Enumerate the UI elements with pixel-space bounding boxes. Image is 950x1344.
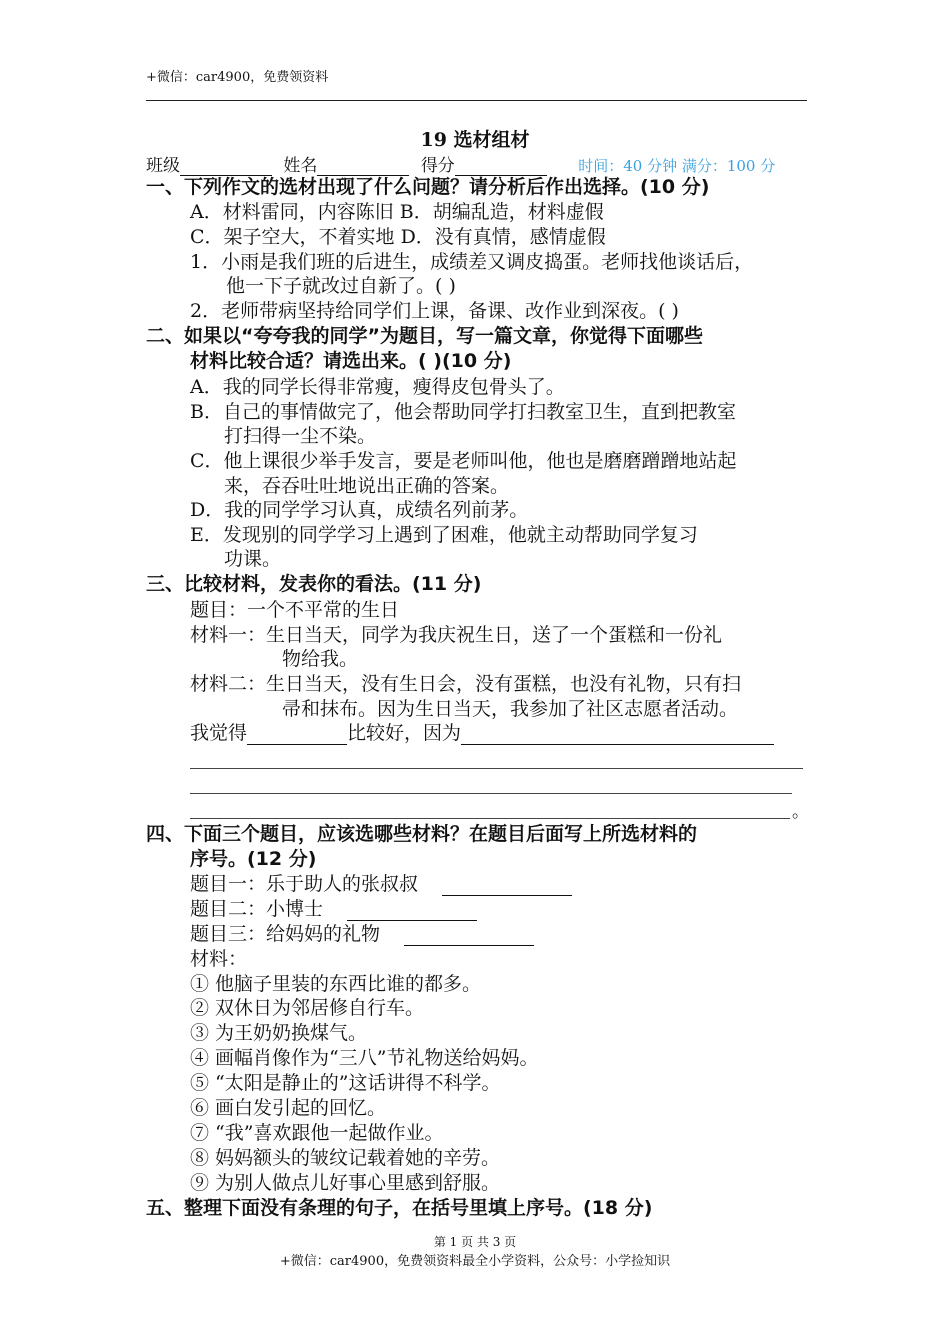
list-item: ⑥ 画白发引起的回忆。 <box>190 1097 387 1119</box>
s3-material-1: 材料一：生日当天，同学为我庆祝生日，送了一个蛋糕和一份礼 <box>190 624 723 646</box>
list-item: ⑤ “太阳是静止的”这话讲得不科学。 <box>190 1072 501 1094</box>
header-divider <box>146 100 807 101</box>
topic-1-blank[interactable] <box>442 875 572 896</box>
answer-line[interactable] <box>190 818 790 819</box>
topic-3-label: 题目三：给妈妈的礼物 <box>190 923 381 945</box>
answer-end-mark: 。 <box>792 802 809 822</box>
class-label: 班级 <box>146 156 180 176</box>
topic-1-label: 题目一：乐于助人的张叔叔 <box>190 873 419 895</box>
class-blank[interactable] <box>180 159 272 176</box>
topic-2-label: 题目二：小博士 <box>190 898 324 920</box>
list-item: ⑧ 妈妈额头的皱纹记载着她的辛劳。 <box>190 1147 501 1169</box>
s4-materials-label: 材料： <box>190 948 248 970</box>
topic-3-blank[interactable] <box>404 925 534 946</box>
s2-option-b-cont: 打扫得一尘不染。 <box>224 425 377 447</box>
s1-option-ab: A．材料雷同，内容陈旧 B．胡编乱造，材料虚假 <box>190 201 604 223</box>
think-middle: 比较好，因为 <box>347 722 462 744</box>
s2-option-d: D．我的同学学习认真，成绩名列前茅。 <box>190 499 529 521</box>
s1-option-cd: C．架子空大，不着实地 D．没有真情，感情虚假 <box>190 226 606 248</box>
s2-option-a: A．我的同学长得非常瘦，瘦得皮包骨头了。 <box>190 376 565 398</box>
s3-topic: 题目：一个不平常的生日 <box>190 599 400 621</box>
s2-option-c-cont: 来，吞吞吐吐地说出正确的答案。 <box>224 475 510 497</box>
s1-question-1: 1．小雨是我们班的后进生，成绩差又调皮捣蛋。老师找他谈话后， <box>190 251 754 273</box>
s3-material-2: 材料二：生日当天，没有生日会，没有蛋糕，也没有礼物，只有扫 <box>190 673 742 695</box>
s3-opinion-line <box>190 721 774 745</box>
s3-material-2-cont: 帚和抹布。因为生日当天，我参加了社区志愿者活动。 <box>282 698 739 720</box>
s4-topic-3 <box>190 922 534 946</box>
name-label: 姓名 <box>283 156 318 176</box>
s2-option-b: B．自己的事情做完了，他会帮助同学打扫教室卫生，直到把教室 <box>190 401 736 423</box>
list-item: ① 他脑子里装的东西比谁的都多。 <box>190 973 482 995</box>
list-item: ③ 为王奶奶换煤气。 <box>190 1022 368 1044</box>
list-item: ② 双休日为邻居修自行车。 <box>190 997 425 1019</box>
s2-option-e: E．发现别的同学学习上遇到了困难，他就主动帮助同学复习 <box>190 524 698 546</box>
section-1-heading: 一、下列作文的选材出现了什么问题？请分析后作出选择。(10 分) <box>146 176 710 198</box>
header-note: +微信：car4900，免费领资料 <box>146 70 329 85</box>
section-5-heading: 五、整理下面没有条理的句子，在括号里填上序号。(18 分) <box>146 1197 653 1219</box>
page-title: 19 选材组材 <box>420 129 530 151</box>
student-info-row <box>146 151 775 176</box>
s4-topic-2 <box>190 897 477 921</box>
footer-note: +微信：car4900，免费领资料最全小学资料，公众号：小学捡知识 <box>279 1254 671 1269</box>
s2-option-e-cont: 功课。 <box>224 548 282 570</box>
s4-topic-1 <box>190 872 572 896</box>
score-label: 得分 <box>420 156 455 176</box>
think-prefix: 我觉得 <box>190 722 248 744</box>
topic-2-blank[interactable] <box>347 900 477 921</box>
list-item: ④ 画幅肖像作为“三八”节礼物送给妈妈。 <box>190 1047 539 1069</box>
section-4-heading: 四、下面三个题目，应该选哪些材料？在题目后面写上所选材料的 <box>146 823 698 845</box>
list-item: ⑦ “我”喜欢跟他一起做作业。 <box>190 1122 444 1144</box>
s1-question-2[interactable]: 2．老师带病坚持给同学们上课，备课、改作业到深夜。( ) <box>190 300 679 322</box>
name-blank[interactable] <box>317 159 409 176</box>
opinion-reason-blank[interactable] <box>461 724 774 745</box>
s1-question-1-cont[interactable]: 他一下子就改过自新了。( ) <box>226 275 456 297</box>
section-3-heading: 三、比较材料，发表你的看法。(11 分) <box>146 573 482 595</box>
section-2-heading: 二、如果以“夸夸我的同学”为题目，写一篇文章，你觉得下面哪些 <box>146 325 703 347</box>
answer-line[interactable] <box>190 768 803 769</box>
section-4-heading-cont: 序号。(12 分) <box>190 848 317 870</box>
score-blank[interactable] <box>455 159 547 176</box>
opinion-choice-blank[interactable] <box>247 724 347 745</box>
answer-line[interactable] <box>190 793 792 794</box>
s2-option-c: C．他上课很少举手发言，要是老师叫他，他也是磨磨蹭蹭地站起 <box>190 450 737 472</box>
page-number: 第 1 页 共 3 页 <box>433 1235 517 1249</box>
list-item: ⑨ 为别人做点儿好事心里感到舒服。 <box>190 1172 501 1194</box>
s3-material-1-cont: 物给我。 <box>282 648 359 670</box>
time-info: 时间：40 分钟 满分：100 分 <box>578 157 776 175</box>
section-2-heading-cont[interactable]: 材料比较合适？请选出来。( )(10 分) <box>190 350 512 372</box>
